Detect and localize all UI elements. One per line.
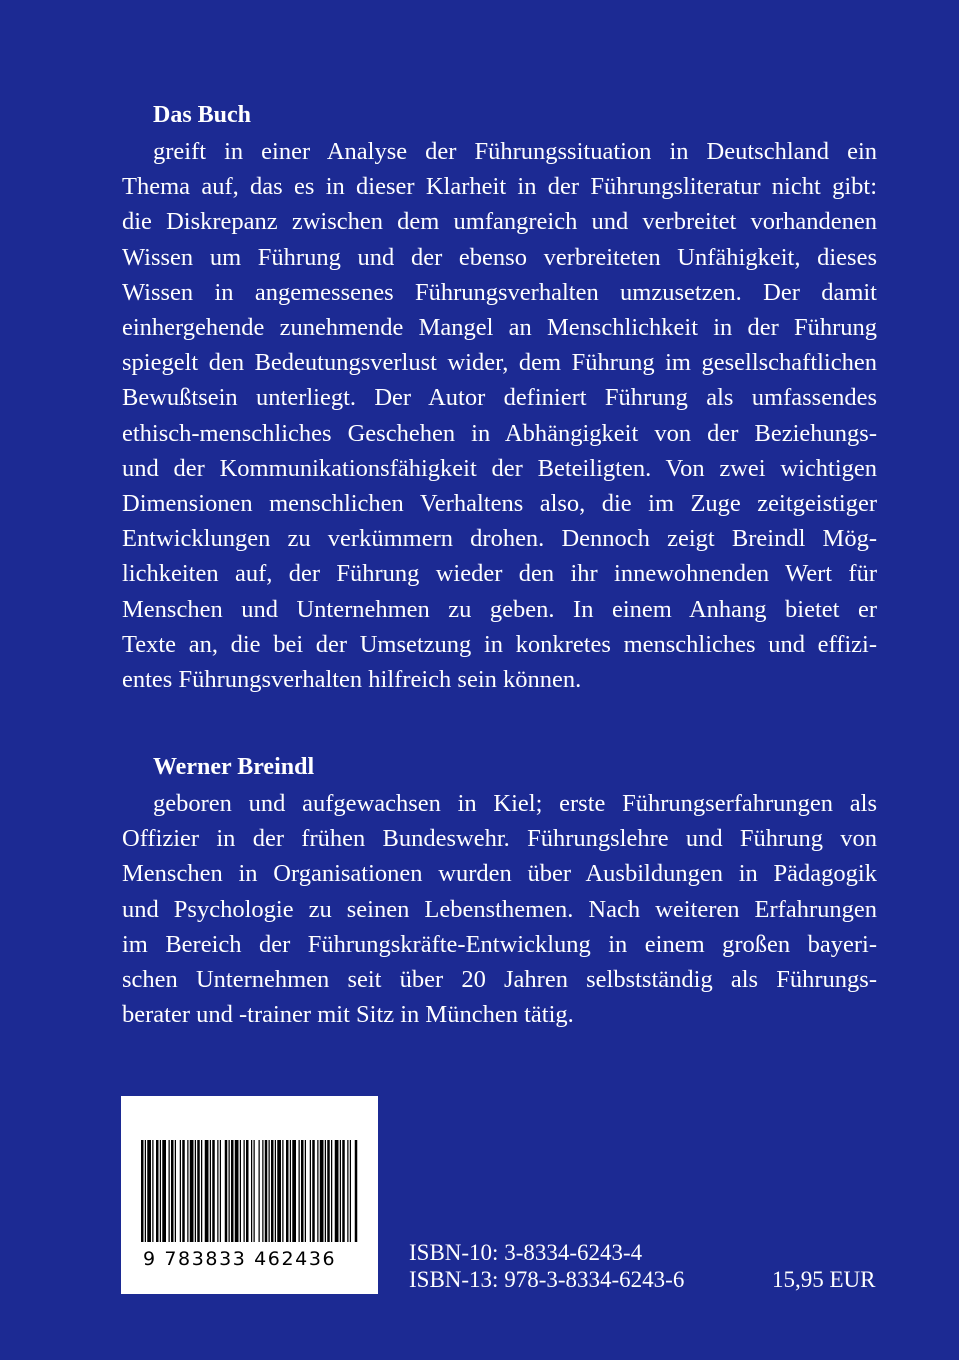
barcode-bar — [342, 1140, 345, 1242]
barcode-bar — [254, 1140, 255, 1242]
barcode-bar — [235, 1140, 239, 1242]
barcode-bar — [355, 1140, 358, 1242]
barcode-bar — [210, 1140, 211, 1242]
book-description-line: Wissen um Führung und der ebenso verbreiteten Unfähigkeit, dieses — [122, 243, 877, 271]
barcode-bar — [325, 1140, 326, 1242]
barcode-bar — [240, 1140, 241, 1242]
barcode-bar — [231, 1140, 234, 1242]
author-biography-line: und Psychologie zu seinen Lebensthemen. Nach weiteren Erfahrungen — [122, 895, 877, 923]
book-description-line: lichkeiten auf, der Führung wieder den ihr innewohnenden Wert für — [122, 560, 877, 588]
barcode-bar — [145, 1140, 146, 1242]
barcode-bar — [310, 1140, 311, 1242]
barcode-bar — [205, 1140, 209, 1242]
author-biography — [122, 786, 877, 1032]
barcode-bar — [180, 1140, 181, 1242]
barcode-bar — [271, 1140, 274, 1242]
book-description-line: Dimensionen menschlichen Verhaltens also, die im Zuge zeitgeistiger — [122, 490, 877, 518]
barcode-bar — [201, 1140, 202, 1242]
barcode-bar — [275, 1140, 276, 1242]
barcode-bar — [286, 1140, 289, 1242]
book-description — [122, 134, 877, 697]
barcode-bar — [320, 1140, 324, 1242]
barcode-bar — [147, 1140, 151, 1242]
barcode-bar — [299, 1140, 300, 1242]
barcode-bar — [156, 1140, 159, 1242]
barcode-bar — [217, 1140, 218, 1242]
barcode-bar — [162, 1140, 166, 1242]
book-description-line: Thema auf, das es in dieser Klarheit in der Führungsliteratur nicht gibt: — [122, 173, 877, 201]
barcode-bar — [340, 1140, 341, 1242]
barcode-bar — [301, 1140, 304, 1242]
barcode-bar — [282, 1140, 283, 1242]
barcode-bar — [187, 1140, 188, 1242]
barcode-bar — [262, 1140, 263, 1242]
author-biography-line: berater und -trainer mit Sitz in München tätig. — [122, 1001, 574, 1029]
book-description-line: Wissen in angemessenes Führungsverhalten umzusetzen. Der damit — [122, 278, 877, 306]
barcode-bar — [327, 1140, 330, 1242]
barcode-bar — [229, 1140, 230, 1242]
barcode-bars — [139, 1140, 359, 1242]
author-biography-line: Offizier in der frühen Bundeswehr. Führungslehre und Führung von — [122, 825, 877, 853]
author-biography-line: schen Unternehmen seit über 20 Jahren selbstständig als Führungs- — [122, 966, 877, 994]
barcode-bar — [225, 1140, 228, 1242]
barcode-bar — [182, 1140, 185, 1242]
book-description-line: greift in einer Analyse der Führungssituation in Deutschland ein — [153, 138, 877, 165]
book-description-line: Bewußtsein unterliegt. Der Autor definiert Führung als umfassendes — [122, 384, 877, 412]
book-description-line: und der Kommunikationsfähigkeit der Beteiligten. Von zwei wichtigen — [122, 454, 877, 482]
barcode-bar — [259, 1140, 260, 1242]
barcode-bar — [335, 1140, 339, 1242]
barcode-bar — [175, 1140, 176, 1242]
barcode-bar — [220, 1140, 221, 1242]
barcode-bar — [195, 1140, 196, 1242]
isbn-13: ISBN-13: 978-3-8334-6243-6 — [409, 1267, 685, 1292]
price: 15,95 EUR — [772, 1267, 876, 1292]
book-section-title: Das Buch — [153, 102, 252, 128]
barcode-bar — [171, 1140, 174, 1242]
author-biography-line: Menschen in Organisationen wurden über Ausbildungen in Pädagogik — [122, 860, 877, 888]
barcode-bar — [251, 1140, 252, 1242]
barcode-bar — [212, 1140, 215, 1242]
barcode-bar — [277, 1140, 281, 1242]
barcode-bar — [244, 1140, 245, 1242]
book-description-line: ethisch-menschliches Geschehen in Abhängigkeit von der Beziehungs- — [122, 419, 877, 447]
book-description-line: Entwicklungen zu verkümmern drohen. Dennoch zeigt Breindl Mög- — [122, 525, 877, 553]
author-biography-line: geboren und aufgewachsen in Kiel; erste Führungserfahrungen als — [153, 790, 877, 817]
barcode-digits: 9 783833 462436 — [143, 1248, 337, 1270]
barcode-bar — [169, 1140, 170, 1242]
barcode-bar — [265, 1140, 268, 1242]
barcode-bar — [141, 1140, 144, 1242]
barcode-bar — [152, 1140, 153, 1242]
barcode-bar — [305, 1140, 306, 1242]
book-description-line: spiegelt den Bedeutungsverlust wider, dem Führung im gesellschaftlichen — [122, 349, 877, 377]
book-description-line: entes Führungsverhalten hilfreich sein können. — [122, 666, 582, 694]
barcode-bar — [350, 1140, 351, 1242]
barcode-bar — [190, 1140, 194, 1242]
book-description-line: Menschen und Unternehmen zu geben. In einem Anhang bietet er — [122, 595, 877, 623]
author-biography-line: im Bereich der Führungskräfte-Entwicklung in einem großen bayeri- — [122, 930, 877, 958]
barcode-bar — [331, 1140, 332, 1242]
isbn-10: ISBN-10: 3-8334-6243-4 — [409, 1240, 643, 1265]
barcode-bar — [290, 1140, 291, 1242]
barcode-bar — [269, 1140, 270, 1242]
barcode-bar — [160, 1140, 161, 1242]
book-description-line: die Diskrepanz zwischen dem umfangreich und verbreitet vorhandenen — [122, 208, 877, 236]
barcode — [121, 1096, 378, 1294]
barcode-bar — [347, 1140, 348, 1242]
barcode-bar — [312, 1140, 315, 1242]
book-description-line: Texte an, die bei der Umsetzung in konkretes menschliches und effizi- — [122, 630, 877, 658]
author-section-title: Werner Breindl — [153, 754, 315, 780]
book-description-line: einhergehende zunehmende Mangel an Menschlichkeit in der Führung — [122, 314, 877, 342]
barcode-bar — [246, 1140, 249, 1242]
barcode-bar — [317, 1140, 318, 1242]
barcode-bar — [197, 1140, 200, 1242]
barcode-bar — [292, 1140, 296, 1242]
